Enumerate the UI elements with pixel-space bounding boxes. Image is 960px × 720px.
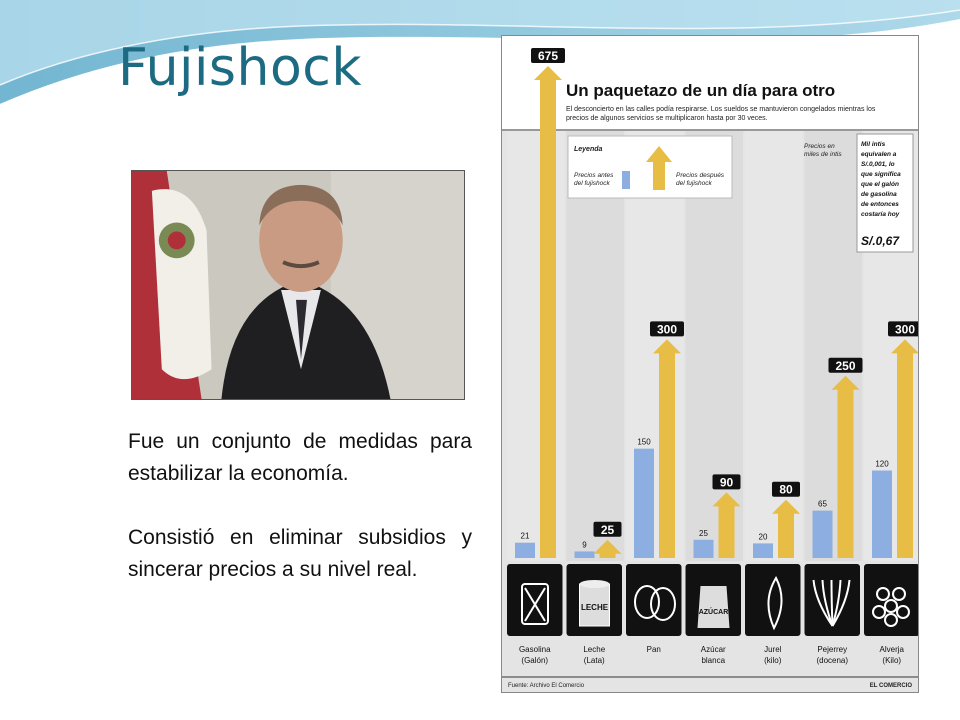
category-label: Jurel: [764, 645, 782, 654]
legend-before-label: Precios antes: [574, 172, 614, 179]
category-label-sub: (Kilo): [882, 656, 902, 665]
sugar-bag-icon: [698, 586, 730, 628]
speaker-photo: [131, 170, 465, 400]
milk-can-icon-top: [580, 580, 610, 588]
bar-after: [897, 351, 913, 558]
brand-note: EL COMERCIO: [869, 683, 912, 689]
category-label: Leche: [583, 645, 606, 654]
body-text: [128, 426, 472, 586]
label-after: 80: [779, 482, 793, 497]
callout-line: Mil intis: [861, 141, 886, 148]
category-label-sub: (kilo): [764, 656, 782, 665]
infographic: [501, 35, 919, 693]
label-before: 150: [637, 437, 651, 447]
small-fish-icon: [832, 580, 833, 626]
legend-before-swatch: [622, 171, 630, 189]
bar-after: [719, 504, 735, 558]
label-before: 25: [699, 528, 708, 538]
label-before: 9: [582, 540, 587, 550]
legend-before-label: del fujishock: [574, 180, 610, 187]
bar-before: [694, 540, 714, 558]
units-note: miles de intis: [804, 151, 842, 158]
category-label: Azúcar: [700, 645, 726, 654]
label-after: 675: [537, 49, 559, 63]
bar-after: [838, 388, 854, 558]
chart-headline: Un paquetazo de un día para otro: [566, 81, 836, 100]
label-after: 300: [656, 322, 678, 337]
slide-title: Fujishock: [118, 38, 362, 98]
callout-line: de entonces: [861, 201, 899, 208]
icon-panel: [507, 564, 563, 636]
label-after: 250: [835, 358, 856, 373]
category-label: Pan: [646, 645, 661, 654]
bar-before: [813, 511, 833, 558]
paragraph-1: Fue un conjunto de medidas para estabilizar la economía.: [128, 430, 472, 485]
category-label-sub: blanca: [701, 656, 726, 665]
callout-line: que significa: [861, 171, 901, 178]
bar-after: [778, 512, 794, 558]
callout-line: S/.0,001, lo: [861, 161, 895, 168]
category-label-sub: (docena): [816, 656, 849, 665]
milk-can-icon-label: LECHE: [580, 603, 609, 612]
category-label: Pejerrey: [817, 645, 848, 654]
bar-before: [515, 543, 535, 558]
label-after: 300: [894, 322, 916, 337]
label-before: 20: [758, 532, 768, 542]
legend-after-swatch: [653, 160, 665, 190]
category-label-sub: (Lata): [583, 656, 605, 665]
bar-before: [634, 449, 654, 558]
legend-after-label: del fujishock: [676, 180, 712, 187]
callout-line: de gasolina: [861, 191, 897, 198]
units-note: Precios en: [804, 143, 835, 150]
legend-title: Leyenda: [574, 146, 603, 153]
bar-before: [753, 543, 773, 558]
source-note: Fuente: Archivo El Comercio: [508, 683, 585, 689]
chart-subtitle-line: precios de algunos servicios se multiplicaron hasta por 30 veces.: [566, 115, 768, 122]
callout-line: costaría hoy: [861, 211, 900, 218]
paragraph-2: Consistió en eliminar subsidios y sincerar precios a su nivel real.: [128, 526, 472, 581]
bar-after: [659, 351, 675, 558]
label-before: 65: [818, 499, 827, 509]
label-before: 21: [520, 531, 530, 541]
label-after: 25: [600, 522, 615, 537]
callout-line: equivalen a: [861, 151, 897, 158]
bar-before: [575, 551, 595, 558]
sugar-bag-icon-label: AZÚCAR: [698, 609, 729, 616]
callout-value: S/.0,67: [861, 234, 900, 248]
bar-after: [540, 78, 556, 558]
category-label-sub: (Galón): [521, 656, 549, 665]
chart-subtitle-line: El desconcierto en las calles podía respirarse. Los sueldos se mantuvieron congelados mientras los: [566, 106, 876, 113]
bar-before: [872, 471, 892, 558]
legend-after-label: Precios después: [676, 172, 725, 179]
callout-line: que el galón: [861, 181, 899, 188]
label-after: 90: [719, 475, 734, 490]
category-label: Alverja: [879, 645, 904, 654]
price-chart: [502, 36, 919, 693]
category-label: Gasolina: [518, 645, 551, 654]
label-before: 120: [875, 459, 889, 469]
